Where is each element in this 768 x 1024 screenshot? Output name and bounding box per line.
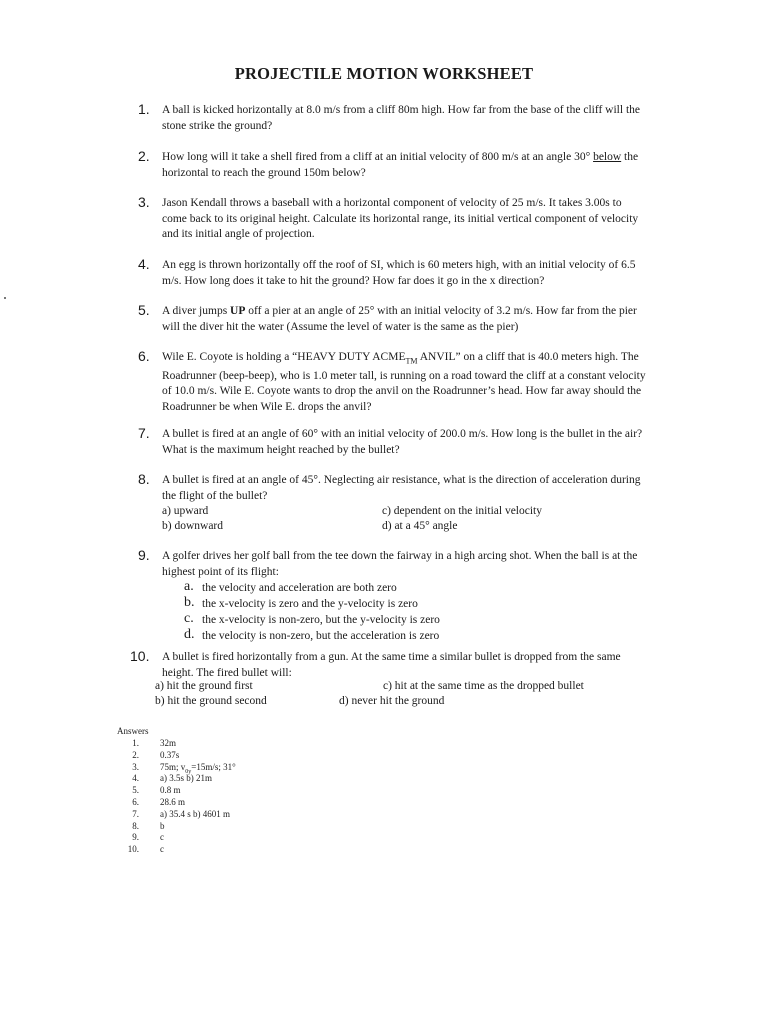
question-4: [138, 258, 648, 289]
option-d: d) at a 45° angle: [382, 520, 458, 532]
answers-heading: Answers: [117, 726, 149, 736]
option-c: c) hit at the same time as the dropped bullet: [383, 680, 584, 692]
answer-row: 2. 0.37s: [132, 749, 180, 760]
question-number: 9.: [138, 547, 150, 563]
question-number: 10.: [130, 648, 150, 664]
answer-row: 5. 0.8 m: [132, 785, 181, 796]
answer-row: 7. a) 35.4 s b) 4601 m: [132, 808, 230, 819]
answer-row: 9. c: [132, 832, 164, 843]
option-b: b) hit the ground second: [155, 695, 267, 707]
question-text: Wile E. Coyote is holding a “HEAVY DUTY $ACME_{TM}$ ANVIL” on a cliff that is 40.0 meters high. The Roadrunner (beep-beep), who is 1.0 meter tall, is running on a road toward the cliff at a constant velocity of 10.0 m/s. Wile E. Coyote wants to drop the anvil on the Roadrunner’s head. How far away should the Roadrunner be when Wile E. drops the anvil?: [162, 351, 646, 413]
trademark-subscript: TM: [405, 356, 418, 366]
answer-row: 6. 28.6 m: [132, 796, 186, 807]
question-text: A golfer drives her golf ball from the tee down the fairway in a high arcing shot. When the ball is at the highest point of its flight:: [162, 550, 638, 578]
question-text: A bullet is fired at an angle of 60° with an initial velocity of 200.0 m/s. How long is the bullet in the air? What is the maximum height reached by the bullet?: [162, 428, 643, 456]
answer-row: 4. a) 3.5s b) 21m: [132, 773, 212, 784]
question-text: Jason Kendall throws a baseball with a horizontal component of velocity of 25 m/s. It takes 3.00s to come back to its original height. Calculate its horizontal range, its initial vertical component of velocity and its initial angle of projection.: [162, 197, 639, 240]
question-1: [138, 103, 648, 134]
question-text: An egg is thrown horizontally off the roof of SI, which is 60 meters high, with an initial velocity of 6.5 m/s. How long does it take to hit the ground? How far does it go in the x direction?: [162, 259, 636, 287]
option-a: a) upward: [162, 505, 209, 517]
question-number: 2.: [138, 148, 150, 164]
question-7: [138, 427, 648, 458]
question-5: [138, 304, 648, 335]
option-b: b. the x-velocity is zero and the y-velocity is zero: [184, 595, 418, 610]
answer-options: [162, 504, 648, 534]
option-d: d. the velocity is non-zero, but the acceleration is zero: [184, 627, 440, 642]
question-3: [138, 196, 648, 243]
page-title: PROJECTILE MOTION WORKSHEET: [234, 64, 534, 83]
scan-speck: [4, 297, 6, 299]
option-a: a) hit the ground first: [155, 680, 253, 692]
question-text: A bullet is fired horizontally from a gun. At the same time a similar bullet is dropped from the same height. The fired bullet will:: [162, 651, 621, 679]
question-number: 6.: [138, 348, 150, 364]
question-2: [138, 150, 648, 181]
option-b: b) downward: [162, 520, 223, 532]
answer-row: 3. 75m; $v_{0y}=15m/s$; 31°: [132, 761, 236, 775]
question-text: A bullet is fired at an angle of 45°. Neglecting air resistance, what is the direction of acceleration during the flight of the bullet?: [162, 474, 641, 502]
underlined-word: below: [593, 151, 622, 163]
question-number: 3.: [138, 194, 150, 210]
question-6: [138, 350, 648, 415]
option-c: c. the x-velocity is non-zero, but the y-velocity is zero: [184, 611, 440, 626]
option-c: c) dependent on the initial velocity: [382, 505, 542, 517]
option-d: d) never hit the ground: [339, 695, 445, 707]
question-text: A diver jumps UP off a pier at an angle of 25° with an initial velocity of 3.2 m/s. How far from the pier will the diver hit the water (Assume the level of water is the same as the pier): [162, 305, 637, 333]
question-8: [138, 473, 648, 534]
answer-row: 1. 32m: [132, 738, 177, 748]
option-a: a. the velocity and acceleration are both zero: [184, 579, 397, 594]
answer-key: [117, 726, 236, 856]
bold-word: UP: [230, 305, 246, 317]
question-text: A ball is kicked horizontally at 8.0 m/s from a cliff 80m high. How far from the base of the cliff will the stone strike the ground?: [162, 104, 640, 132]
question-text: How long will it take a shell fired from a cliff at an initial velocity of 800 m/s at an angle 30° below the horizontal to reach the ground 150m below?: [162, 151, 639, 179]
question-10: [130, 648, 648, 681]
question-number: 4.: [138, 256, 150, 272]
answer-options: [184, 580, 648, 644]
question-number: 5.: [138, 302, 150, 318]
question-number: 1.: [138, 101, 150, 117]
answer-row: 10. c: [127, 844, 164, 855]
question-9: [138, 549, 648, 644]
question-number: 7.: [138, 425, 150, 441]
question-number: 8.: [138, 471, 150, 487]
answer-row: 8. b: [132, 820, 165, 831]
